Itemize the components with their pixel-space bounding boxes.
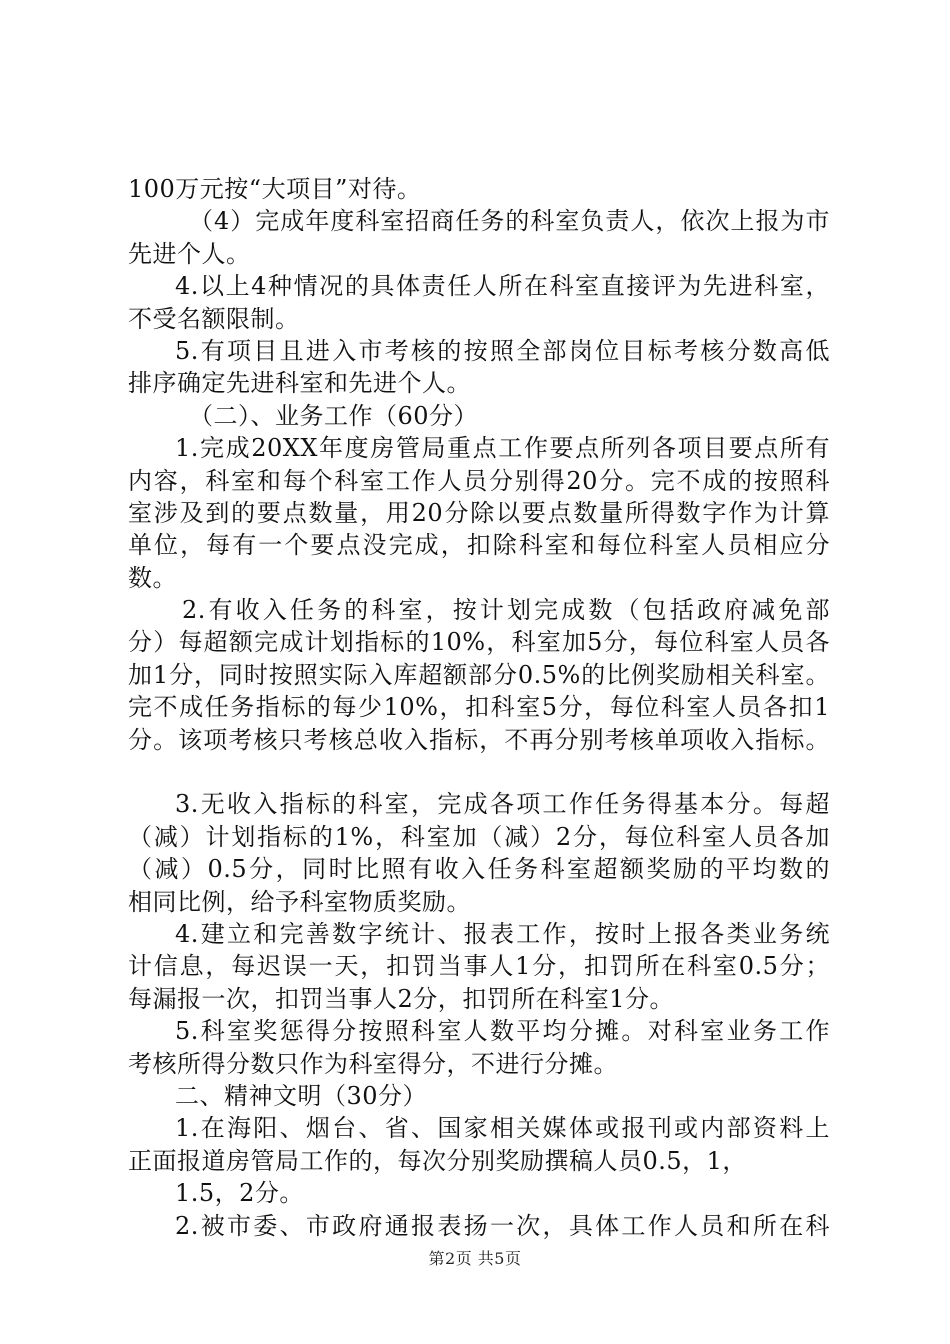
text-line: 4.建立和完善数字统计、报表工作，按时上报各类业务统 bbox=[175, 919, 830, 948]
text-line: 相同比例，给予科室物质奖励。 bbox=[128, 887, 471, 916]
text-line: 排序确定先进科室和先进个人。 bbox=[128, 369, 471, 398]
text-line: 1.5，2分。 bbox=[175, 1179, 304, 1208]
text-line: 考核所得分数只作为科室得分，不进行分摊。 bbox=[128, 1049, 618, 1078]
text-line: 1.完成20XX年度房管局重点工作要点所列各项目要点所有 bbox=[175, 434, 830, 463]
text-line: 单位，每有一个要点没完成，扣除科室和每位科室人员相应分 bbox=[128, 531, 830, 560]
text-line: 先进个人。 bbox=[128, 239, 251, 268]
text-line: （4）完成年度科室招商任务的科室负责人，依次上报为市 bbox=[189, 207, 830, 236]
section-heading: 二、精神文明（30分） bbox=[175, 1081, 428, 1110]
text-line: 4.以上4种情况的具体责任人所在科室直接评为先进科室， bbox=[175, 272, 830, 301]
text-line: 分）每超额完成计划指标的10%，科室加5分，每位科室人员各 bbox=[128, 628, 830, 657]
text-line: 3.无收入指标的科室，完成各项工作任务得基本分。每超 bbox=[175, 790, 830, 819]
text-line: 100万元按“大项目”对待。 bbox=[128, 175, 422, 203]
text-line: 正面报道房管局工作的，每次分别奖励撰稿人员0.5，1， bbox=[128, 1146, 747, 1175]
text-line: 数。 bbox=[128, 563, 177, 592]
text-line: 每漏报一次，扣罚当事人2分，扣罚所在科室1分。 bbox=[128, 984, 675, 1013]
text-line: （减）0.5分，同时比照有收入任务科室超额奖励的平均数的 bbox=[128, 855, 830, 884]
text-line: 内容，科室和每个科室工作人员分别得20分。完不成的按照科 bbox=[128, 466, 830, 495]
text-line: （减）计划指标的1%，科室加（减）2分，每位科室人员各加 bbox=[128, 822, 830, 851]
document-body bbox=[128, 173, 830, 1242]
text-line: 分。该项考核只考核总收入指标，不再分别考核单项收入指标。 bbox=[128, 725, 830, 754]
page-number-footer: 第2页 共5页 bbox=[428, 1249, 522, 1268]
text-line: 1.在海阳、烟台、省、国家相关媒体或报刊或内部资料上 bbox=[175, 1114, 830, 1143]
text-line: 室涉及到的要点数量，用20分除以要点数量所得数字作为计算 bbox=[128, 498, 830, 527]
text-line: 不受名额限制。 bbox=[128, 304, 300, 333]
text-line: 加1分，同时按照实际入库超额部分0.5%的比例奖励相关科室。 bbox=[128, 660, 830, 689]
section-heading: （二）、业务工作（60分） bbox=[189, 401, 479, 430]
text-line: 5.有项目且进入市考核的按照全部岗位目标考核分数高低 bbox=[175, 336, 830, 365]
text-line: 计信息，每迟误一天，扣罚当事人1分，扣罚所在科室0.5分； bbox=[128, 952, 830, 981]
text-line: 2.有收入任务的科室，按计划完成数（包括政府减免部 bbox=[182, 596, 830, 625]
text-line: 2.被市委、市政府通报表扬一次，具体工作人员和所在科 bbox=[175, 1211, 830, 1240]
paragraph-gap bbox=[128, 756, 830, 788]
text-line: 完不成任务指标的每少10%，扣科室5分，每位科室人员各扣1 bbox=[128, 693, 830, 722]
text-line: 5.科室奖惩得分按照科室人数平均分摊。对科室业务工作 bbox=[175, 1017, 830, 1046]
